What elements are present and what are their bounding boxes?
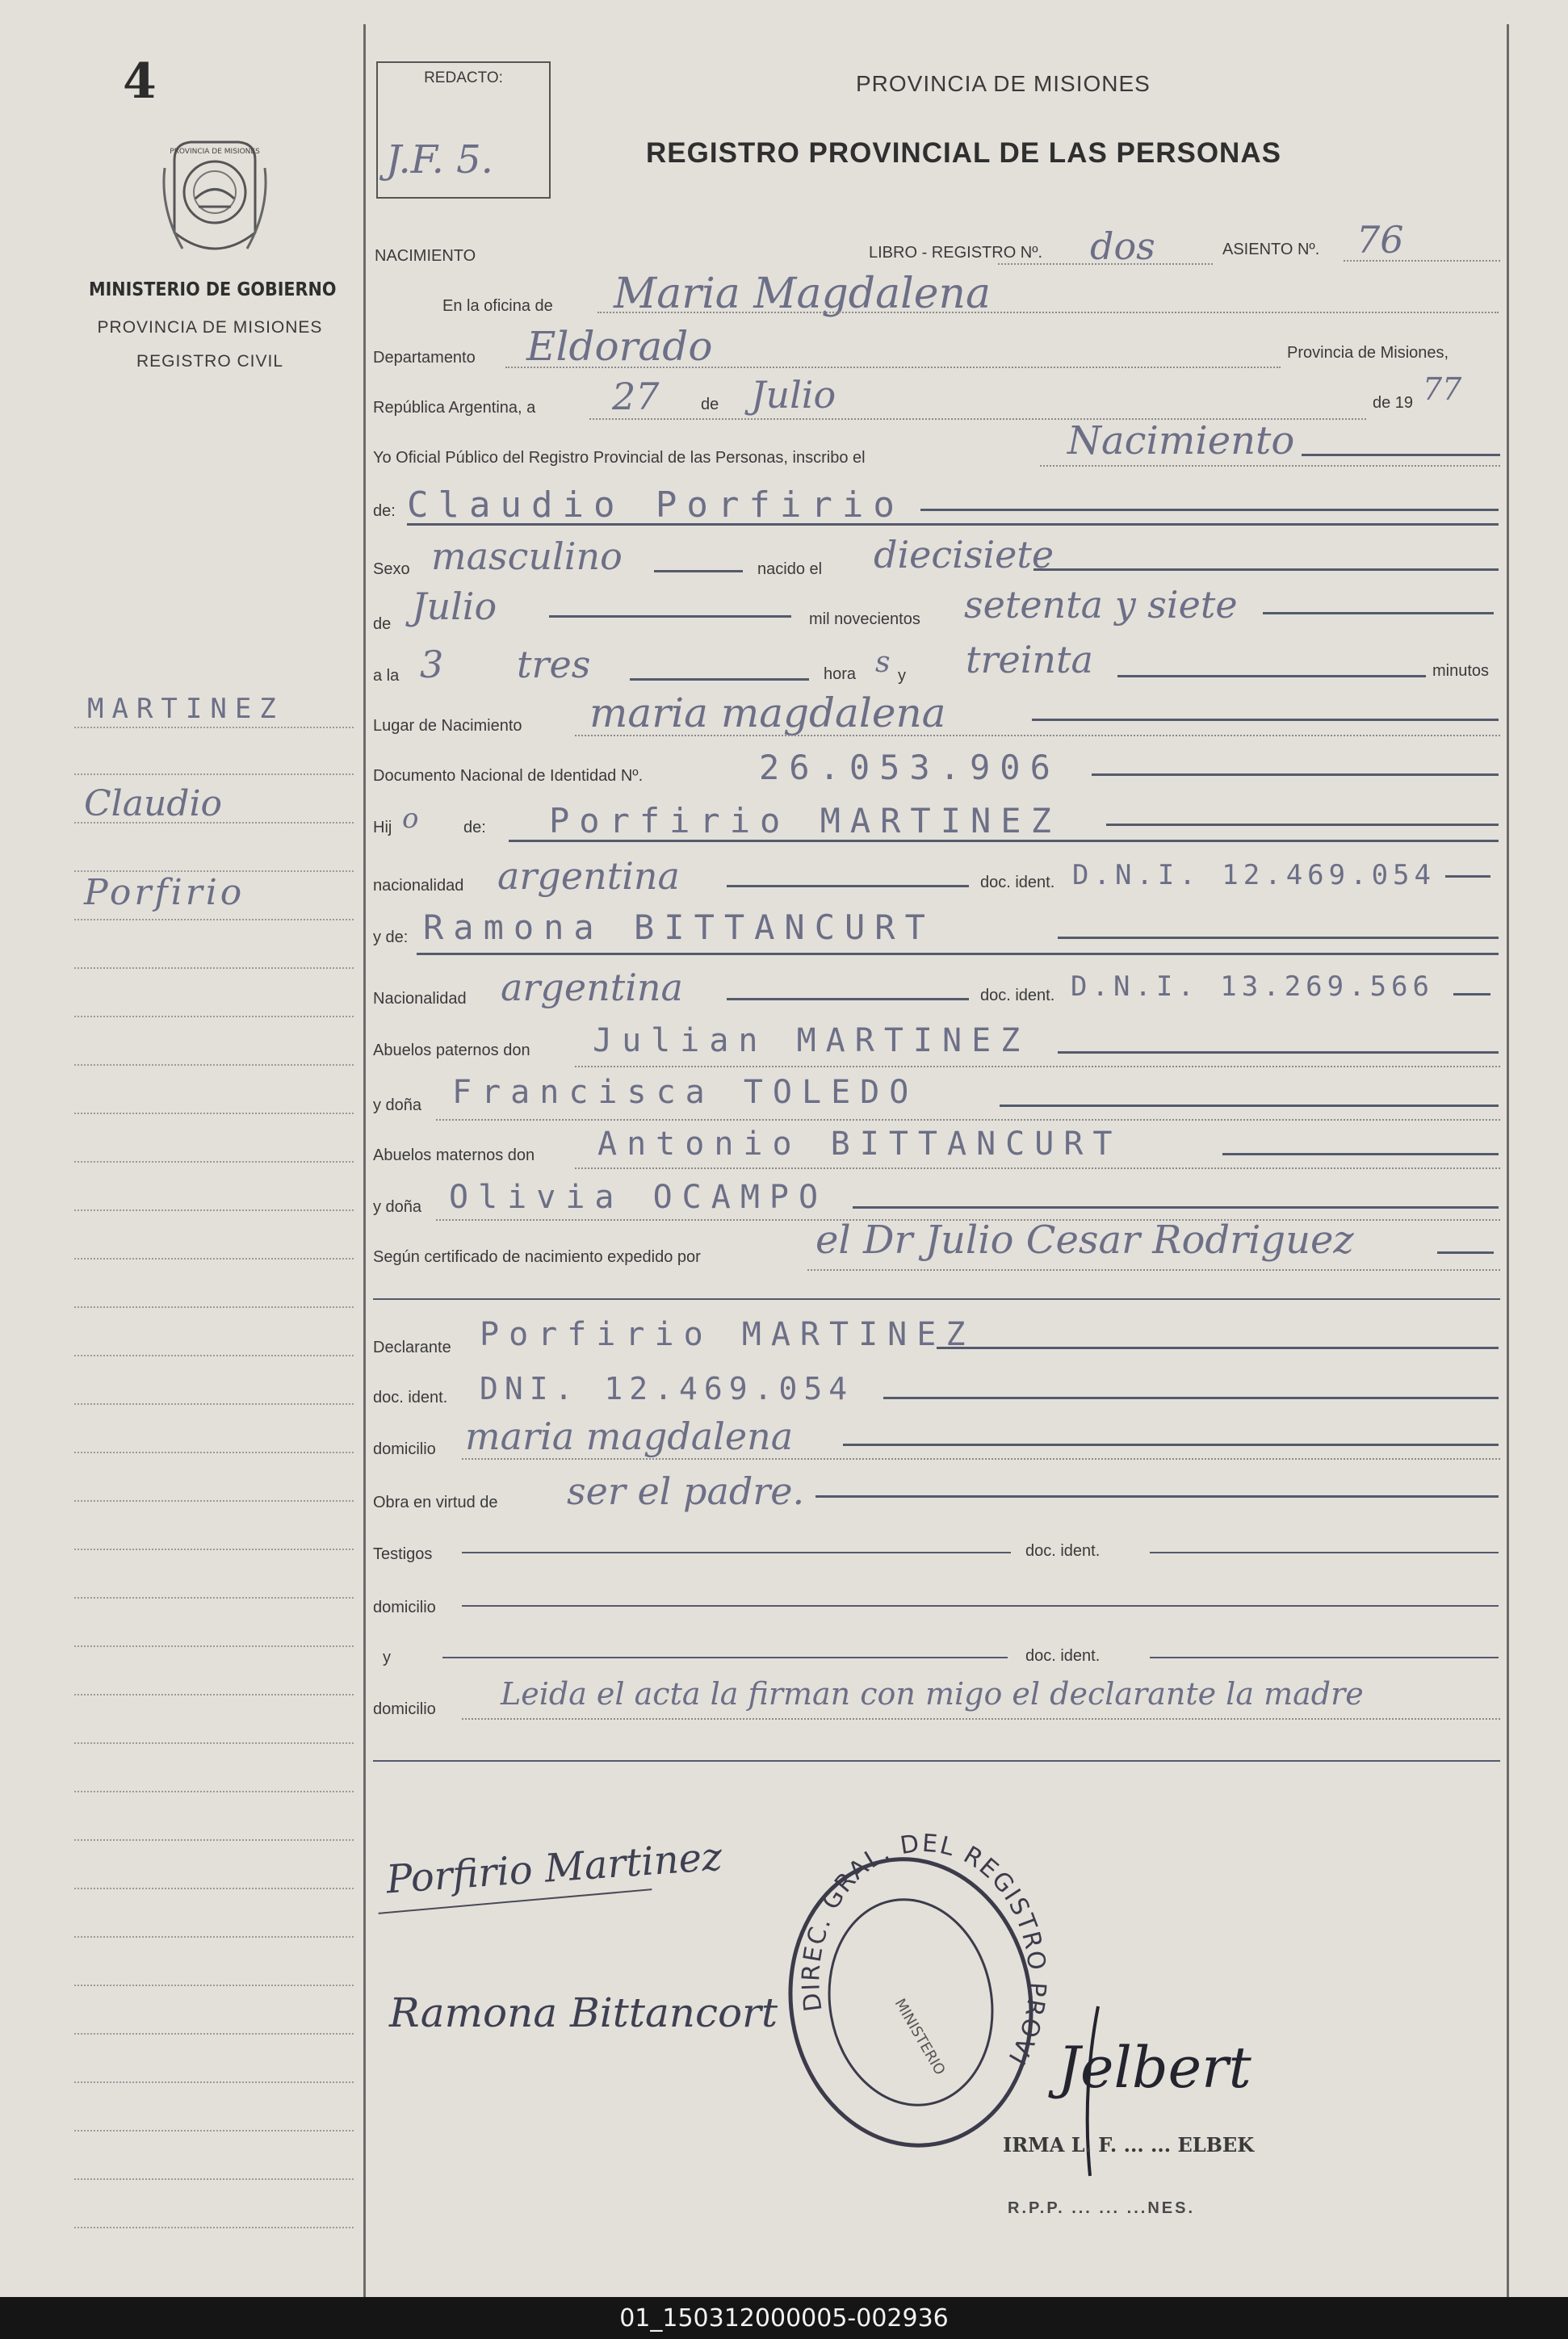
certificado-label: Según certificado de nacimiento expedido por (373, 1248, 701, 1266)
nac-padre-label: nacionalidad (373, 877, 464, 895)
hijo-suffix: o (402, 803, 419, 835)
redacto-value: J.F. 5. (386, 137, 493, 182)
doc-test-label: doc. ident. (1025, 1542, 1101, 1560)
domicilio3-label: domicilio (373, 1700, 436, 1718)
domicilio-value: maria magdalena (465, 1415, 794, 1458)
dni-label: Documento Nacional de Identidad Nº. (373, 767, 644, 785)
domicilio-label: domicilio (373, 1440, 436, 1458)
doc-padre-value: D.N.I. 12.469.054 (1072, 859, 1436, 891)
province-label: PROVINCIA DE MISIONES (97, 318, 323, 337)
libro-value: dos (1090, 224, 1155, 268)
de-label: de (701, 396, 719, 413)
abuela-pat-value: Francisca TOLEDO (452, 1074, 919, 1111)
provincial-seal-icon (158, 136, 271, 265)
lugar-label: Lugar de Nacimiento (373, 717, 522, 735)
y-de-label: y de: (373, 928, 409, 946)
nombre-label: de: (373, 502, 396, 520)
oficial-signature: Jelbert (1058, 2035, 1251, 2101)
svg-text:PROVINCIA DE MISIONES: PROVINCIA DE MISIONES (170, 148, 260, 156)
provincia-label: Provincia de Misiones, (1287, 344, 1449, 362)
abuelo-mat-value: Antonio BITTANCURT (597, 1125, 1122, 1163)
declarante-label: Declarante (373, 1339, 451, 1356)
year-words-value: setenta y siete (964, 583, 1238, 627)
sexo-label: Sexo (373, 560, 410, 578)
dni-value: 26.053.906 (759, 748, 1060, 787)
inscribo-value: Nacimiento (1067, 418, 1295, 463)
asiento-label: ASIENTO Nº. (1222, 241, 1320, 258)
obra-label: Obra en virtud de (373, 1494, 498, 1511)
hora-num: 3 (420, 643, 444, 686)
abuelos-mat-label: Abuelos maternos don (373, 1146, 535, 1164)
document-title: REGISTRO PROVINCIAL DE LAS PERSONAS (646, 137, 1281, 169)
y3-label: y (383, 1649, 391, 1666)
de2-label: de (373, 615, 392, 633)
margin-first-name: Claudio (84, 783, 223, 824)
hora-words: tres (517, 643, 591, 686)
right-border (1507, 24, 1509, 2297)
doc-test2-label: doc. ident. (1025, 1647, 1101, 1665)
official-stamp-icon (765, 1817, 1056, 2156)
domicilio2-label: domicilio (373, 1599, 436, 1616)
departamento-label: Departamento (373, 349, 476, 367)
padre-value: Porfirio MARTINEZ (549, 801, 1061, 840)
declarante-value: Porfirio MARTINEZ (480, 1316, 975, 1353)
image-caption: 01_150312000005-002936 (0, 2297, 1568, 2339)
oficina-value: Maria Magdalena (614, 270, 991, 318)
doc-madre-value: D.N.I. 13.269.566 (1071, 970, 1434, 1003)
minutos-value: treinta (966, 638, 1093, 681)
day-value: 27 (612, 375, 660, 418)
sexo-value: masculino (431, 534, 623, 578)
nac-padre-value: argentina (497, 854, 680, 898)
y-label: y (898, 667, 906, 685)
abuelo-pat-value: Julian MARTINEZ (593, 1022, 1030, 1059)
svg-text:MINISTERIO: MINISTERIO (891, 1996, 949, 2078)
republica-label: República Argentina, a (373, 399, 536, 417)
nac-madre-label: Nacionalidad (373, 990, 467, 1008)
libro-label: LIBRO - REGISTRO Nº. (869, 244, 1043, 262)
ala-label: a la (373, 667, 400, 685)
departamento-value: Eldorado (526, 323, 713, 370)
minutos-label: minutos (1432, 662, 1490, 680)
doc-decl-value: DNI. 12.469.054 (480, 1371, 854, 1406)
doc-padre-label: doc. ident. (980, 874, 1055, 891)
margin-surname: MARTINEZ (87, 693, 284, 725)
lugar-value: maria magdalena (589, 690, 946, 736)
redacto-label: REDACTO: (424, 69, 503, 86)
madre-value: Ramona BITTANCURT (423, 908, 935, 947)
ministry-label: MINISTERIO DE GOBIERNO (89, 279, 337, 300)
office-label: REGISTRO CIVIL (136, 352, 284, 371)
redacto-box (376, 61, 551, 199)
nombre-value: Claudio Porfirio (407, 484, 904, 526)
mil-label: mil novecientos (809, 610, 920, 628)
hijo-label: Hij (373, 819, 392, 836)
oficial-label: Yo Oficial Público del Registro Provincial de las Personas, inscribo el (373, 449, 866, 467)
testigos-label: Testigos (373, 1545, 433, 1563)
hijo-de-label: de: (463, 819, 486, 836)
nacido-label: nacido el (757, 560, 823, 578)
madre-signature: Ramona Bittancort (389, 1989, 778, 2036)
y-dona2-label: y doña (373, 1198, 422, 1216)
certificado-value: el Dr Julio Cesar Rodriguez (815, 1218, 1354, 1263)
declarante-signature: Porfirio Martinez (384, 1834, 724, 1903)
y-dona-label: y doña (373, 1096, 422, 1114)
hora-suffix: s (875, 646, 891, 679)
year-value: 77 (1423, 371, 1462, 407)
hora-label: hora (824, 665, 857, 683)
obra-value: ser el padre. (567, 1469, 805, 1513)
nac-madre-value: argentina (501, 966, 683, 1009)
doc-madre-label: doc. ident. (980, 987, 1055, 1004)
nacido-value: diecisiete (874, 533, 1054, 576)
abuela-mat-value: Olivia OCAMPO (449, 1179, 828, 1216)
page-number: 4 (123, 53, 157, 110)
oficina-label: En la oficina de (442, 297, 553, 315)
month2-value: Julio (412, 585, 497, 628)
svg-text:DIREC. GRAL. DEL REGISTRO PROV: DIREC. GRAL. DEL REGISTRO PROVI (797, 1829, 1051, 2071)
abuelos-pat-label: Abuelos paternos don (373, 1042, 530, 1059)
record-type: NACIMIENTO (375, 247, 476, 265)
oficial-name: IRMA L. F. ... ... ELBEK (1003, 2133, 1255, 2157)
header-province: PROVINCIA DE MISIONES (856, 71, 1151, 96)
margin-second-name: Porfirio (84, 872, 245, 913)
doc-decl-label: doc. ident. (373, 1389, 448, 1406)
month-value: Julio (751, 373, 836, 417)
year-prefix: de 19 (1373, 394, 1414, 412)
asiento-value: 76 (1356, 218, 1404, 262)
nota-value: Leida el acta la firman con migo el declarante la madre (501, 1676, 1364, 1712)
oficial-title: R.P.P. ... ... ...NES. (1008, 2199, 1195, 2217)
left-margin-border (363, 24, 366, 2297)
